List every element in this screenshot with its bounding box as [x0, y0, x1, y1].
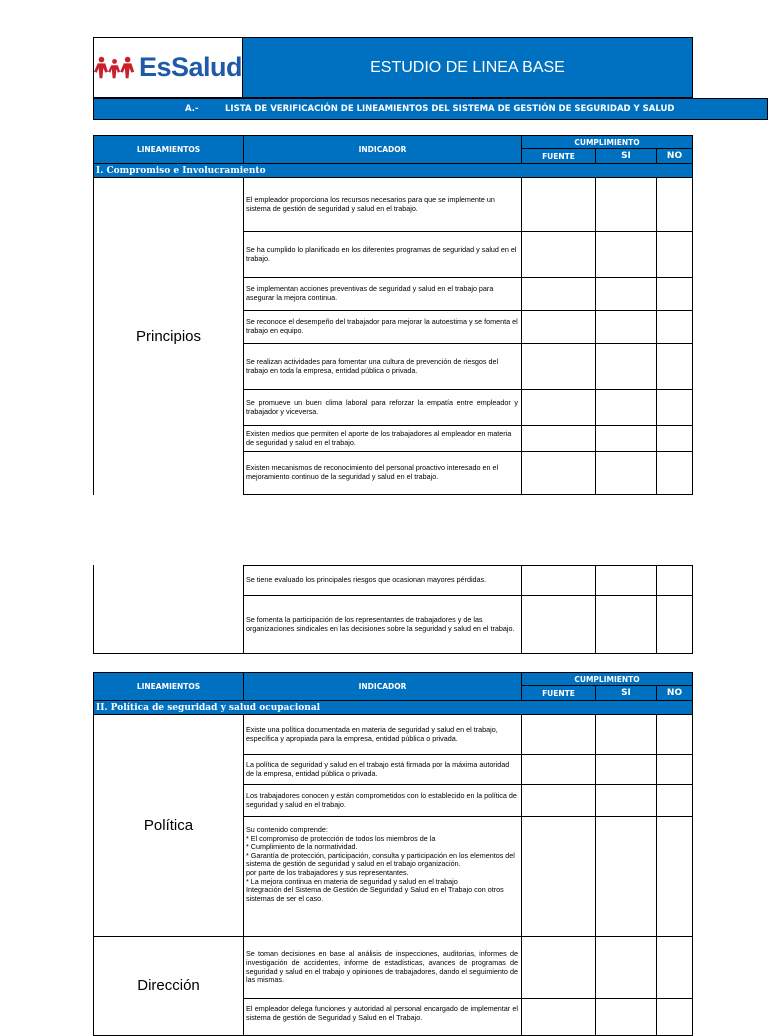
indicator-text: Existe una política documentada en materia de seguridad y salud en el trabajo, específica y apropiada para la empresa, entidad pública o privada.: [246, 724, 498, 743]
col-header-cumplimiento-2: CUMPLIMIENTO: [521, 672, 693, 686]
cumplimiento-fuente-cell[interactable]: [521, 310, 596, 344]
logo-text: EsSalud: [138, 52, 242, 82]
indicator-cell: [243, 310, 522, 344]
cumplimiento-si-cell[interactable]: [595, 425, 657, 452]
cumplimiento-fuente-cell[interactable]: [521, 277, 596, 311]
cumplimiento-si-cell[interactable]: [595, 343, 657, 390]
indicator-text: Se ha cumplido lo planificado en los diferentes programas de seguridad y salud en el trabajo.: [246, 244, 517, 263]
lineamiento-direccion: Dirección: [93, 936, 244, 1036]
cumplimiento-fuente-cell[interactable]: [521, 816, 596, 937]
col-header-cumplimiento: CUMPLIMIENTO: [521, 135, 693, 149]
cumplimiento-no-cell[interactable]: [656, 784, 693, 817]
cumplimiento-no-cell[interactable]: [656, 714, 693, 755]
cumplimiento-no-cell[interactable]: [656, 754, 693, 785]
col-header-no-2: NO: [656, 685, 693, 701]
indicator-text: Se promueve un buen clima laboral para reforzar la empatía entre empleador y trabajador y viceversa.: [246, 397, 518, 416]
cumplimiento-no-cell[interactable]: [656, 277, 693, 311]
indicator-text: Se reconoce el desempeño del trabajador para mejorar la autoestima y se fomenta el trabajo en equipo.: [246, 317, 518, 335]
indicator-text: Se fomenta la participación de los representantes de trabajadores y de las organizaciones sindicales en las decisiones sobre la seguridad y salud en el trabajo.: [246, 614, 515, 633]
cumplimiento-no-cell[interactable]: [656, 389, 693, 426]
indicator-text: Se implementan acciones preventivas de seguridad y salud en el trabajo para asegurar la mejora continua.: [246, 284, 494, 302]
cumplimiento-si-cell[interactable]: [595, 754, 657, 785]
indicator-cell: [243, 389, 522, 426]
col-header-lineamientos-2: LINEAMIENTOS: [93, 672, 244, 701]
indicator-cell: [243, 343, 522, 390]
cumplimiento-fuente-cell[interactable]: [521, 231, 596, 278]
cumplimiento-no-cell[interactable]: [656, 936, 693, 999]
cumplimiento-fuente-cell[interactable]: [521, 451, 596, 495]
indicator-cell: [243, 816, 522, 937]
cumplimiento-si-cell[interactable]: [595, 231, 657, 278]
cumplimiento-si-cell[interactable]: [595, 936, 657, 999]
cumplimiento-no-cell[interactable]: [656, 177, 693, 232]
cumplimiento-fuente-cell[interactable]: [521, 389, 596, 426]
cumplimiento-fuente-cell[interactable]: [521, 754, 596, 785]
indicator-cell: [243, 231, 522, 278]
cumplimiento-fuente-cell[interactable]: [521, 343, 596, 390]
indicator-text: Se realizan actividades para fomentar una cultura de prevención de riesgos del trabajo en toda la empresa, entidad pública o privada.: [246, 356, 499, 375]
col-header-fuente-2: FUENTE: [521, 685, 596, 701]
cumplimiento-si-cell[interactable]: [595, 816, 657, 937]
cumplimiento-fuente-cell[interactable]: [521, 177, 596, 232]
indicator-text: Los trabajadores conocen y están comprometidos con lo establecido en la política de seguridad y salud en el trabajo.: [246, 790, 517, 809]
family-icon: [94, 55, 137, 81]
indicator-cell: [243, 754, 522, 785]
cumplimiento-no-cell[interactable]: [656, 231, 693, 278]
indicator-cell: [243, 425, 522, 452]
cumplimiento-si-cell[interactable]: [595, 565, 657, 596]
indicator-text: La política de seguridad y salud en el trabajo está firmada por la máxima autoridad de la empresa, entidad pública o privada.: [246, 759, 510, 778]
cumplimiento-si-cell[interactable]: [595, 451, 657, 495]
essalud-logo: [93, 37, 243, 98]
cumplimiento-si-cell[interactable]: [595, 998, 657, 1036]
indicator-cell: [243, 277, 522, 311]
indicator-cell: [243, 936, 522, 999]
cumplimiento-no-cell[interactable]: [656, 425, 693, 452]
cumplimiento-si-cell[interactable]: [595, 389, 657, 426]
col-header-si: SI: [595, 148, 657, 164]
section-row-politica: II. Política de seguridad y salud ocupacional: [93, 700, 693, 715]
lineamiento-politica: Política: [93, 714, 244, 937]
cumplimiento-fuente-cell[interactable]: [521, 714, 596, 755]
cumplimiento-fuente-cell[interactable]: [521, 936, 596, 999]
col-header-no: NO: [656, 148, 693, 164]
cumplimiento-si-cell[interactable]: [595, 595, 657, 654]
col-header-indicador-2: INDICADOR: [243, 672, 522, 701]
section-header: [93, 98, 768, 120]
indicator-cell: [243, 177, 522, 232]
indicator-text: El empleador delega funciones y autoridad al personal encargado de implementar el sistema de gestión de Seguridad y Salud en el Trabajo.: [246, 1004, 518, 1022]
indicator-text: El empleador proporciona los recursos necesarios para que se implemente un sistema de gestión de seguridad y salud en el trabajo.: [246, 194, 495, 213]
indicator-text: Se tiene evaluado los principales riesgos que ocasionan mayores pérdidas.: [246, 575, 487, 585]
cumplimiento-no-cell[interactable]: [656, 310, 693, 344]
indicator-cell: [243, 595, 522, 654]
cumplimiento-si-cell[interactable]: [595, 714, 657, 755]
indicator-cell: [243, 451, 522, 495]
section-letter: A.-: [185, 104, 199, 114]
indicator-text: Existen mecanismos de reconocimiento del personal proactivo interesado en el mejoramiento continuo de la seguridad y salud en el trabajo.: [246, 463, 499, 481]
lineamiento-principios: Principios: [93, 177, 244, 495]
page-title: ESTUDIO DE LINEA BASE: [243, 37, 693, 98]
indicator-text: Existen medios que permiten el aporte de los trabajadores al empleador en materia de seguridad y salud en el trabajo.: [246, 428, 512, 447]
col-header-indicador: INDICADOR: [243, 135, 522, 164]
section-row-compromiso: I. Compromiso e Involucramiento: [93, 163, 693, 178]
cumplimiento-si-cell[interactable]: [595, 177, 657, 232]
cumplimiento-si-cell[interactable]: [595, 277, 657, 311]
cumplimiento-fuente-cell[interactable]: [521, 565, 596, 596]
indicator-cell: [243, 784, 522, 817]
cumplimiento-si-cell[interactable]: [595, 310, 657, 344]
cumplimiento-fuente-cell[interactable]: [521, 595, 596, 654]
cumplimiento-fuente-cell[interactable]: [521, 998, 596, 1036]
cumplimiento-fuente-cell[interactable]: [521, 784, 596, 817]
col-header-lineamientos: LINEAMIENTOS: [93, 135, 244, 164]
cumplimiento-fuente-cell[interactable]: [521, 425, 596, 452]
col-header-fuente: FUENTE: [521, 148, 596, 164]
indicator-cell: [243, 565, 522, 596]
cumplimiento-no-cell[interactable]: [656, 565, 693, 596]
cumplimiento-no-cell[interactable]: [656, 343, 693, 390]
col-header-si-2: SI: [595, 685, 657, 701]
cumplimiento-no-cell[interactable]: [656, 998, 693, 1036]
cumplimiento-no-cell[interactable]: [656, 451, 693, 495]
section-title: LISTA DE VERIFICACIÓN DE LINEAMIENTOS DEL SISTEMA DE GESTIÓN DE SEGURIDAD Y SALUD: [225, 104, 675, 114]
indicator-text: Se toman decisiones en base al análisis de inspecciones, auditorias, informes de investigación de accidentes, informe de estadísticas, avances de programas de seguridad y salud en el trabajo y opiniones de trabajadores, dando el seguimiento de las mismas.: [246, 949, 518, 985]
cumplimiento-no-cell[interactable]: [656, 816, 693, 937]
cumplimiento-si-cell[interactable]: [595, 784, 657, 817]
lineamiento-principios-continued: [93, 565, 244, 654]
indicator-text: Su contenido comprende: * El compromiso de protección de todos los miembros de la * Cumplimiento de la normatividad. * Garantía de protección, participación, consulta y participación en los elementos del sistema de gestión de seguridad y salud en el trabajo organización. por parte de los trabajadores y sus representantes. * La mejora continua en materia de seguridad y salud en el trabajo Integración del Sistema de Gestión de Seguridad y Salud en el Trabajo con otros sistemas de ser el caso.: [246, 825, 515, 903]
cumplimiento-no-cell[interactable]: [656, 595, 693, 654]
indicator-cell: [243, 998, 522, 1036]
indicator-cell: [243, 714, 522, 755]
